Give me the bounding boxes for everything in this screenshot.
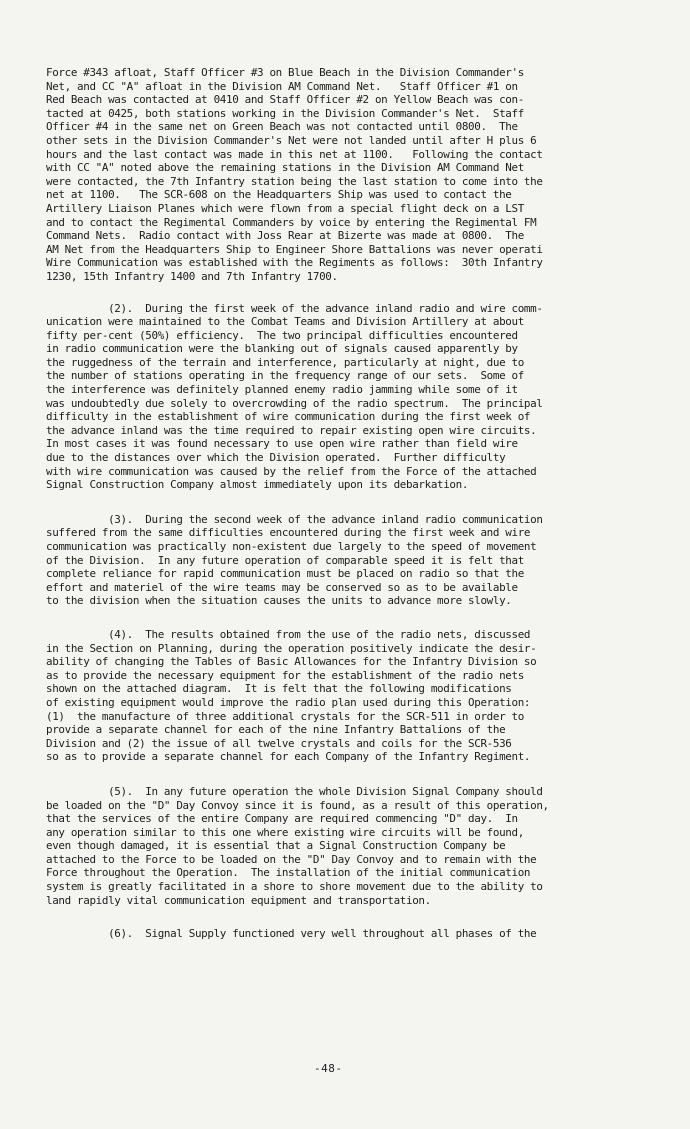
document-body <box>46 66 672 941</box>
text-line: shown on the attached diagram. It is felt that the following modifications <box>46 682 512 696</box>
paragraph-6 <box>46 927 672 941</box>
text-line: Wire Communication was established with the Regiments as follows: 30th Infantry <box>46 256 543 270</box>
text-line: land rapidly vital communication equipment and transportation. <box>46 893 431 907</box>
text-line: (1) the manufacture of three additional crystals for the SCR-511 in order to <box>46 709 524 723</box>
text-line: Red Beach was contacted at 0410 and Staff Officer #2 on Yellow Beach was con- <box>46 93 524 107</box>
text-line: of the Division. In any future operation of comparable speed it is felt that <box>46 553 524 567</box>
text-line: ability of changing the Tables of Basic Allowances for the Infantry Division so <box>46 655 537 669</box>
text-line: (5). In any future operation the whole Division Signal Company should <box>46 784 543 798</box>
paragraph-2 <box>46 302 672 492</box>
text-line: due to the distances over which the Division operated. Further difficulty <box>46 451 506 465</box>
text-line: unication were maintained to the Combat Teams and Division Artillery at about <box>46 315 524 329</box>
text-line: effort and materiel of the wire teams may be conserved so as to be available <box>46 580 518 594</box>
text-line: that the services of the entire Company are required commencing "D" day. In <box>46 812 518 826</box>
text-line: suffered from the same difficulties encountered during the first week and wire <box>46 526 531 540</box>
text-line: the number of stations operating in the frequency range of our sets. Some of <box>46 369 524 383</box>
text-line: Force throughout the Operation. The installation of the initial communication <box>46 866 531 880</box>
text-line: of existing equipment would improve the radio plan used during this Operation: <box>46 695 531 709</box>
text-line: the ruggedness of the terrain and interference, particularly at night, due to <box>46 355 524 369</box>
text-line: communication was practically non-existent due largely to the speed of movement <box>46 540 537 553</box>
paragraph-4 <box>46 628 672 764</box>
text-line: was undoubtedly due solely to overcrowding of the radio spectrum. The principal <box>46 396 543 410</box>
text-line: AM Net from the Headquarters Ship to Engineer Shore Battalions was never operati <box>46 242 543 256</box>
text-line: (4). The results obtained from the use of the radio nets, discussed <box>46 627 531 641</box>
text-line: Division and (2) the issue of all twelve crystals and coils for the SCR-536 <box>46 736 512 750</box>
text-line: (3). During the second week of the advance inland radio communication <box>46 512 543 526</box>
text-line: even though damaged, it is essential that a Signal Construction Company be <box>46 839 506 853</box>
paragraph-5 <box>46 785 672 907</box>
text-line: in radio communication were the blanking out of signals caused apparently by <box>46 342 518 356</box>
text-line: Signal Construction Company almost immediately upon its debarkation. <box>46 478 469 492</box>
text-line: complete reliance for rapid communication must be placed on radio so that the <box>46 567 524 581</box>
text-line: Net, and CC "A" afloat in the Division AM Command Net. Staff Officer #1 on <box>46 79 518 93</box>
text-line: the interference was definitely planned enemy radio jamming while some of it <box>46 383 518 397</box>
text-line: Command Nets. Radio contact with Joss Rear at Bizerte was made at 0800. The <box>46 229 524 243</box>
text-line: system is greatly facilitated in a shore to shore movement due to the ability to <box>46 880 543 894</box>
text-line: be loaded on the "D" Day Convoy since it is found, as a result of this operation, <box>46 798 549 812</box>
text-line: (2). During the first week of the advance inland radio and wire comm- <box>46 301 543 315</box>
text-line: provide a separate channel for each of the nine Infantry Battalions of the <box>46 723 506 737</box>
text-line: with CC "A" noted above the remaining stations in the Division AM Command Net <box>46 161 524 175</box>
text-line: attached to the Force to be loaded on the "D" Day Convoy and to remain with the <box>46 852 537 866</box>
text-line: Officer #4 in the same net on Green Beach was not contacted until 0800. The <box>46 120 518 134</box>
text-line: so as to provide a separate channel for each Company of the Infantry Regiment. <box>46 750 531 764</box>
page-number: -48- <box>314 1062 343 1075</box>
text-line: fifty per-cent (50%) efficiency. The two principal difficulties encountered <box>46 328 518 342</box>
text-line: and to contact the Regimental Commanders by voice by entering the Regimental FM <box>46 215 537 229</box>
text-line: In most cases it was found necessary to use open wire rather than field wire <box>46 437 518 451</box>
paragraph-3 <box>46 513 672 608</box>
text-line: Artillery Liaison Planes which were flown from a special flight deck on a LST <box>46 201 524 215</box>
text-line: any operation similar to this one where existing wire circuits will be found, <box>46 825 524 839</box>
text-line: net at 1100. The SCR-608 on the Headquarters Ship was used to contact the <box>46 188 512 202</box>
text-line: to the division when the situation causes the units to advance more slowly. <box>46 594 512 608</box>
text-line: (6). Signal Supply functioned very well throughout all phases of the <box>46 927 537 941</box>
text-line: as to provide the necessary equipment for the establishment of the radio nets <box>46 668 524 682</box>
text-line: other sets in the Division Commander's Net were not landed until after H plus 6 <box>46 133 537 147</box>
paragraph-1 <box>46 66 672 284</box>
text-line: the advance inland was the time required to repair existing open wire circuits. <box>46 423 537 437</box>
text-line: with wire communication was caused by the relief from the Force of the attached <box>46 464 537 478</box>
text-line: 1230, 15th Infantry 1400 and 7th Infantry 1700. <box>46 269 338 283</box>
text-line: were contacted, the 7th Infantry station being the last station to come into the <box>46 174 543 188</box>
text-line: difficulty in the establishment of wire communication during the first week of <box>46 410 531 424</box>
text-line: tacted at 0425, both stations working in the Division Commander's Net. Staff <box>46 106 524 120</box>
text-line: in the Section on Planning, during the operation positively indicate the desir- <box>46 641 537 655</box>
text-line: Force #343 afloat, Staff Officer #3 on Blue Beach in the Division Commander's <box>46 66 524 79</box>
text-line: hours and the last contact was made in this net at 1100. Following the contact <box>46 147 543 161</box>
